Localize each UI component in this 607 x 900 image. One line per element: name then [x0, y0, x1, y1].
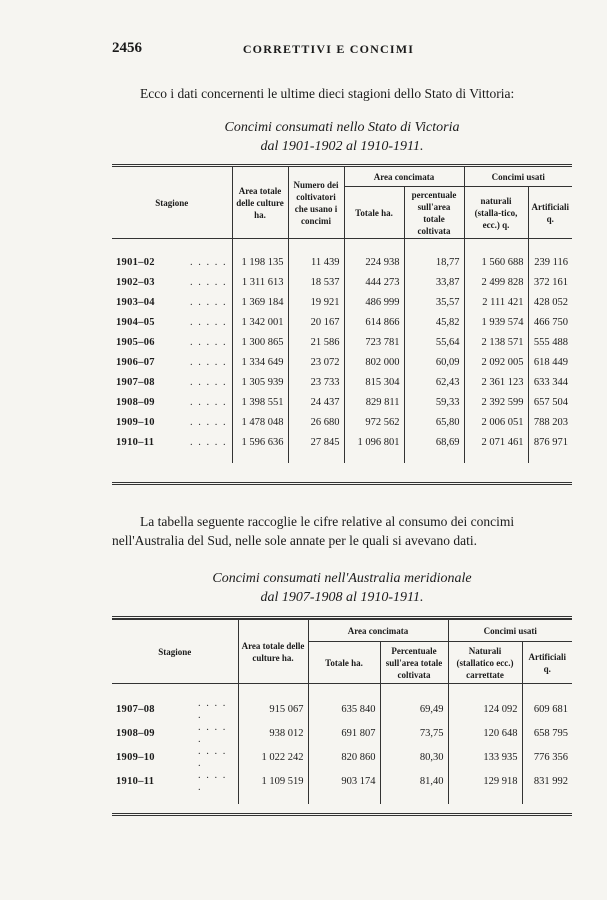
- cell-totale: 972 562: [344, 413, 404, 433]
- cell-stagione: 1907–08: [116, 704, 155, 715]
- cell-stagione: 1905–06: [116, 337, 155, 348]
- table-row: [112, 293, 572, 313]
- table1-caption-line2: dal 1901-1902 al 1910-1911.: [260, 139, 424, 154]
- cell-percentuale: 60,09: [404, 353, 464, 373]
- cell-artificiali: 658 795: [522, 722, 572, 746]
- cell-area: 1 109 519: [238, 770, 308, 804]
- cell-stagione: 1904–05: [116, 317, 155, 328]
- cell-totale: 802 000: [344, 353, 404, 373]
- cell-percentuale: 81,40: [380, 770, 448, 804]
- cell-area: 1 478 048: [232, 413, 288, 433]
- cell-naturali: 2 071 461: [464, 433, 528, 463]
- col-header-area: Area totale delle culture ha.: [232, 167, 288, 239]
- table-row: [112, 333, 572, 353]
- cell-stagione: 1901–02: [116, 257, 155, 268]
- cell-area: 1 198 135: [232, 239, 288, 274]
- col-header-numero: Numero dei coltivatori che usano i concimi: [288, 167, 344, 239]
- leader-dots: . . . . .: [198, 698, 227, 721]
- intro-paragraph: Ecco i dati concernenti le ultime dieci stagioni dello Stato di Vittoria:: [140, 86, 515, 101]
- cell-naturali: 129 918: [448, 770, 522, 804]
- cell-totale: 224 938: [344, 239, 404, 274]
- cell-artificiali: 876 971: [528, 433, 572, 463]
- col-header-area: Area totale delle culture ha.: [238, 620, 308, 684]
- cell-naturali: 2 111 421: [464, 293, 528, 313]
- leader-dots: . . . . .: [198, 746, 227, 769]
- col-header-stagione: Stagione: [112, 167, 232, 239]
- table2-caption: [112, 569, 572, 607]
- leader-dots: . . . . .: [190, 337, 228, 348]
- col-header-percentuale: Percentuale sull'area totale coltivata: [380, 642, 448, 684]
- table-row: [112, 273, 572, 293]
- cell-numero: 27 845: [288, 433, 344, 463]
- cell-totale: 820 860: [308, 746, 380, 770]
- cell-artificiali: 618 449: [528, 353, 572, 373]
- page-number: 2456: [112, 40, 142, 56]
- cell-area: 1 342 001: [232, 313, 288, 333]
- cell-percentuale: 59,33: [404, 393, 464, 413]
- cell-area: 1 022 242: [238, 746, 308, 770]
- table-row: [112, 239, 572, 274]
- cell-stagione: 1909–10: [116, 752, 155, 763]
- cell-numero: 24 437: [288, 393, 344, 413]
- cell-area: 1 311 613: [232, 273, 288, 293]
- col-header-naturali: Naturali (stallatico ecc.) carrettate: [448, 642, 522, 684]
- cell-area: 1 334 649: [232, 353, 288, 373]
- cell-numero: 11 439: [288, 239, 344, 274]
- middle-paragraph-line2: nell'Australia del Sud, nelle sole annate per le quali si avevano dati.: [112, 533, 477, 548]
- cell-stagione: 1910–11: [116, 437, 155, 448]
- cell-numero: 18 537: [288, 273, 344, 293]
- cell-artificiali: 555 488: [528, 333, 572, 353]
- cell-totale: 829 811: [344, 393, 404, 413]
- cell-naturali: 2 499 828: [464, 273, 528, 293]
- leader-dots: . . . . .: [198, 770, 227, 793]
- cell-stagione: 1908–09: [116, 397, 155, 408]
- cell-percentuale: 45,82: [404, 313, 464, 333]
- col-header-stagione: Stagione: [112, 620, 238, 684]
- cell-percentuale: 33,87: [404, 273, 464, 293]
- cell-naturali: 1 560 688: [464, 239, 528, 274]
- cell-totale: 723 781: [344, 333, 404, 353]
- cell-totale: 903 174: [308, 770, 380, 804]
- table-row: [112, 684, 572, 723]
- table1-caption: [112, 118, 572, 156]
- cell-area: 1 369 184: [232, 293, 288, 313]
- table-row: [112, 393, 572, 413]
- col-header-artificiali: Artificiali q.: [528, 187, 572, 239]
- cell-artificiali: 428 052: [528, 293, 572, 313]
- cell-percentuale: 65,80: [404, 413, 464, 433]
- col-header-percentuale: percentuale sull'area totale coltivata: [404, 187, 464, 239]
- cell-percentuale: 62,43: [404, 373, 464, 393]
- col-header-naturali: naturali (stalla-tico, ecc.) q.: [464, 187, 528, 239]
- table2-caption-line1: Concimi consumati nell'Australia meridionale: [212, 571, 472, 586]
- cell-numero: 19 921: [288, 293, 344, 313]
- cell-totale: 815 304: [344, 373, 404, 393]
- cell-area: 915 067: [238, 684, 308, 723]
- cell-numero: 23 072: [288, 353, 344, 373]
- table2-caption-line2: dal 1907-1908 al 1910-1911.: [260, 590, 424, 605]
- cell-naturali: 1 939 574: [464, 313, 528, 333]
- cell-percentuale: 69,49: [380, 684, 448, 723]
- col-header-concimi-usati: Concimi usati: [464, 167, 572, 187]
- cell-percentuale: 18,77: [404, 239, 464, 274]
- cell-percentuale: 80,30: [380, 746, 448, 770]
- cell-naturali: 2 361 123: [464, 373, 528, 393]
- col-header-area-concimata: Area concimata: [308, 620, 448, 642]
- cell-totale: 444 273: [344, 273, 404, 293]
- table-row: [112, 373, 572, 393]
- cell-naturali: 133 935: [448, 746, 522, 770]
- cell-stagione: 1910–11: [116, 776, 155, 787]
- cell-area: 1 300 865: [232, 333, 288, 353]
- cell-percentuale: 35,57: [404, 293, 464, 313]
- cell-stagione: 1903–04: [116, 297, 155, 308]
- table-australia-meridionale: [112, 619, 572, 804]
- cell-naturali: 2 392 599: [464, 393, 528, 413]
- cell-stagione: 1902–03: [116, 277, 155, 288]
- cell-percentuale: 73,75: [380, 722, 448, 746]
- cell-area: 938 012: [238, 722, 308, 746]
- cell-area: 1 398 551: [232, 393, 288, 413]
- cell-totale: 614 866: [344, 313, 404, 333]
- cell-naturali: 120 648: [448, 722, 522, 746]
- table-row: [112, 313, 572, 333]
- cell-numero: 26 680: [288, 413, 344, 433]
- leader-dots: . . . . .: [190, 417, 228, 428]
- cell-stagione: 1909–10: [116, 417, 155, 428]
- cell-artificiali: 466 750: [528, 313, 572, 333]
- col-header-area-concimata: Area concimata: [344, 167, 464, 187]
- table-row: [112, 722, 572, 746]
- cell-numero: 23 733: [288, 373, 344, 393]
- cell-artificiali: 633 344: [528, 373, 572, 393]
- cell-numero: 21 586: [288, 333, 344, 353]
- col-header-concimi-usati: Concimi usati: [448, 620, 572, 642]
- table-victoria: [112, 166, 572, 463]
- table2-bottom-rule: [112, 813, 572, 816]
- cell-totale: 1 096 801: [344, 433, 404, 463]
- col-header-totale: Totale ha.: [344, 187, 404, 239]
- col-header-totale: Totale ha.: [308, 642, 380, 684]
- table-row: [112, 413, 572, 433]
- running-title: CORRETTIVI E CONCIMI: [242, 42, 415, 56]
- cell-naturali: 2 092 005: [464, 353, 528, 373]
- table-row: [112, 770, 572, 804]
- table1-bottom-rule: [112, 482, 572, 485]
- cell-naturali: 2 138 571: [464, 333, 528, 353]
- cell-stagione: 1906–07: [116, 357, 155, 368]
- leader-dots: . . . . .: [190, 377, 228, 388]
- leader-dots: . . . . .: [190, 297, 228, 308]
- table1-caption-line1: Concimi consumati nello Stato di Victoria: [224, 120, 460, 135]
- table-row: [112, 433, 572, 463]
- cell-totale: 635 840: [308, 684, 380, 723]
- cell-naturali: 2 006 051: [464, 413, 528, 433]
- col-header-artificiali: Artificiali q.: [522, 642, 572, 684]
- cell-naturali: 124 092: [448, 684, 522, 723]
- cell-percentuale: 68,69: [404, 433, 464, 463]
- cell-percentuale: 55,64: [404, 333, 464, 353]
- leader-dots: . . . . .: [190, 397, 228, 408]
- table-row: [112, 746, 572, 770]
- cell-artificiali: 372 161: [528, 273, 572, 293]
- cell-totale: 486 999: [344, 293, 404, 313]
- cell-artificiali: 776 356: [522, 746, 572, 770]
- cell-artificiali: 788 203: [528, 413, 572, 433]
- cell-numero: 20 167: [288, 313, 344, 333]
- leader-dots: . . . . .: [190, 277, 228, 288]
- cell-stagione: 1907–08: [116, 377, 155, 388]
- cell-artificiali: 239 116: [528, 239, 572, 274]
- cell-artificiali: 831 992: [522, 770, 572, 804]
- leader-dots: . . . . .: [190, 317, 228, 328]
- cell-artificiali: 609 681: [522, 684, 572, 723]
- leader-dots: . . . . .: [190, 437, 228, 448]
- cell-stagione: 1908–09: [116, 728, 155, 739]
- cell-artificiali: 657 504: [528, 393, 572, 413]
- middle-paragraph-line1: La tabella seguente raccoglie le cifre relative al consumo dei concimi: [140, 514, 515, 529]
- leader-dots: . . . . .: [190, 357, 228, 368]
- cell-area: 1 596 636: [232, 433, 288, 463]
- table-row: [112, 353, 572, 373]
- cell-area: 1 305 939: [232, 373, 288, 393]
- cell-totale: 691 807: [308, 722, 380, 746]
- leader-dots: . . . . .: [190, 257, 228, 268]
- leader-dots: . . . . .: [198, 722, 227, 745]
